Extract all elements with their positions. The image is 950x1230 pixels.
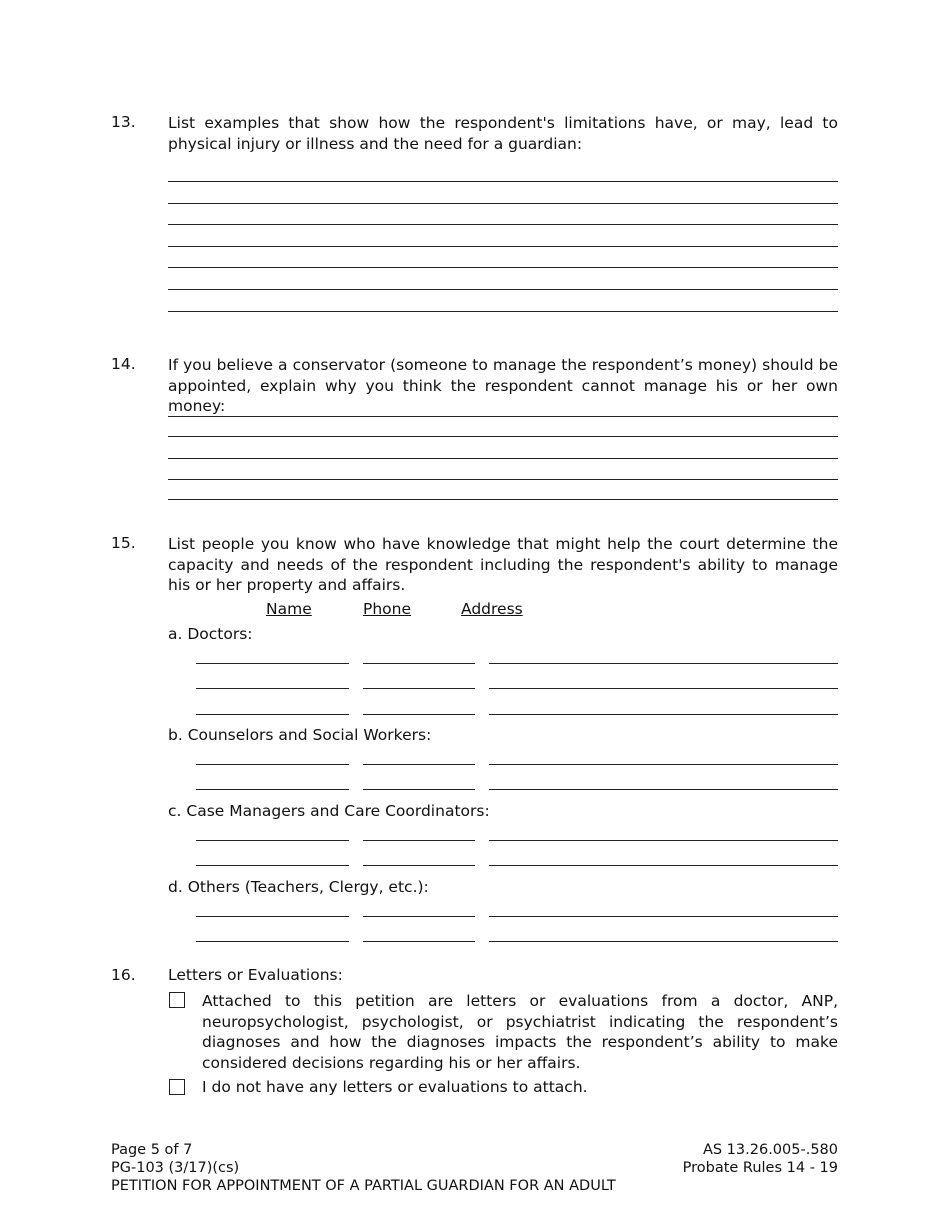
group-label-others: d. Others (Teachers, Clergy, etc.): <box>168 878 429 896</box>
q14-answer-line[interactable] <box>168 458 838 459</box>
column-header-address: Address <box>461 600 523 618</box>
other-phone-field[interactable] <box>363 941 475 942</box>
doctor-phone-field[interactable] <box>363 688 475 689</box>
counselor-address-field[interactable] <box>489 789 838 790</box>
q14-number: 14. <box>111 355 136 373</box>
doctor-name-field[interactable] <box>196 688 349 689</box>
no-letters-checkbox[interactable] <box>169 1079 185 1095</box>
counselor-address-field[interactable] <box>489 764 838 765</box>
doctor-address-field[interactable] <box>489 663 838 664</box>
q13-answer-line[interactable] <box>168 203 838 204</box>
letters-attached-label: Attached to this petition are letters or evaluations from a doctor, ANP, neuropsychologist, psychologist, or psychiatrist indicating the respondent’s diagnoses and how the diagnoses impacts the respondent’s ability to make considered decisions regarding his or her affairs. <box>202 992 838 1072</box>
column-header-name: Name <box>266 600 312 618</box>
letters-attached-checkbox[interactable] <box>169 992 185 1008</box>
footer-page-number: Page 5 of 7 <box>111 1142 193 1158</box>
footer-form-id: PG-103 (3/17)(cs) <box>111 1160 240 1176</box>
no-letters-label: I do not have any letters or evaluations to attach. <box>202 1078 588 1096</box>
other-name-field[interactable] <box>196 916 349 917</box>
q15-number: 15. <box>111 534 136 552</box>
footer-form-title: PETITION FOR APPOINTMENT OF A PARTIAL GUARDIAN FOR AN ADULT <box>111 1178 616 1194</box>
q15-text: List people you know who have knowledge that might help the court determine the capacity and needs of the respondent including the respondent's ability to manage his or her property and affairs. <box>168 535 838 594</box>
q14-answer-line[interactable] <box>168 479 838 480</box>
other-name-field[interactable] <box>196 941 349 942</box>
group-label-counselors: b. Counselors and Social Workers: <box>168 726 432 744</box>
case-manager-address-field[interactable] <box>489 865 838 866</box>
other-address-field[interactable] <box>489 916 838 917</box>
q16-title: Letters or Evaluations: <box>168 966 343 984</box>
q14-answer-line[interactable] <box>168 416 838 417</box>
q14-answer-line[interactable] <box>168 436 838 437</box>
case-manager-phone-field[interactable] <box>363 840 475 841</box>
counselor-phone-field[interactable] <box>363 789 475 790</box>
case-manager-name-field[interactable] <box>196 865 349 866</box>
footer-rules: Probate Rules 14 - 19 <box>682 1160 838 1176</box>
other-address-field[interactable] <box>489 941 838 942</box>
q13-text: List examples that show how the respondent's limitations have, or may, lead to physical injury or illness and the need for a guardian: <box>168 114 838 153</box>
q14-text: If you believe a conservator (someone to manage the respondent’s money) should be appointed, explain why you think the respondent cannot manage his or her own money: <box>168 356 838 415</box>
q13-answer-line[interactable] <box>168 289 838 290</box>
case-manager-phone-field[interactable] <box>363 865 475 866</box>
q13-answer-line[interactable] <box>168 246 838 247</box>
q13-answer-line[interactable] <box>168 267 838 268</box>
doctor-address-field[interactable] <box>489 688 838 689</box>
group-label-doctors: a. Doctors: <box>168 625 253 643</box>
counselor-name-field[interactable] <box>196 764 349 765</box>
doctor-phone-field[interactable] <box>363 663 475 664</box>
case-manager-name-field[interactable] <box>196 840 349 841</box>
column-header-phone: Phone <box>363 600 412 618</box>
counselor-name-field[interactable] <box>196 789 349 790</box>
q13-answer-line[interactable] <box>168 224 838 225</box>
counselor-phone-field[interactable] <box>363 764 475 765</box>
q13-answer-line[interactable] <box>168 311 838 312</box>
q16-number: 16. <box>111 966 136 984</box>
q14-answer-line[interactable] <box>168 499 838 500</box>
q13-answer-line[interactable] <box>168 181 838 182</box>
other-phone-field[interactable] <box>363 916 475 917</box>
doctor-phone-field[interactable] <box>363 714 475 715</box>
doctor-name-field[interactable] <box>196 714 349 715</box>
doctor-name-field[interactable] <box>196 663 349 664</box>
q13-number: 13. <box>111 113 136 131</box>
footer-statute: AS 13.26.005-.580 <box>702 1142 838 1158</box>
case-manager-address-field[interactable] <box>489 840 838 841</box>
doctor-address-field[interactable] <box>489 714 838 715</box>
group-label-case-managers: c. Case Managers and Care Coordinators: <box>168 802 490 820</box>
